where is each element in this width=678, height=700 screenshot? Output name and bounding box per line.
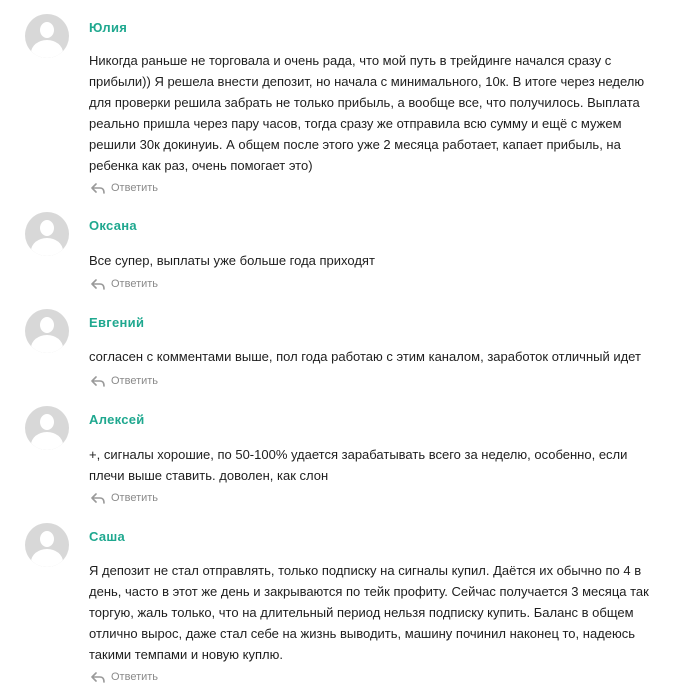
comment xyxy=(0,523,678,700)
reply-label: Ответить xyxy=(111,492,159,504)
comment-text: Я депозит не стал отправлять, только подписку на сигналы купил. Даётся их обычно по 4 в день, часто в этот же день и закрываются по тейк профиту. Сейчас получается 3 месяца так торгую, жаль только, что на длительный период нельзя подписку купить. Баланс в общем отлично вырос, даже стал себе на жизнь выводить, машину починил наконец то, надеюсь такими темпами и новую куплю. xyxy=(89,563,649,662)
reply-arrow-icon xyxy=(91,376,105,387)
avatar xyxy=(25,523,69,567)
reply-arrow-icon xyxy=(91,493,105,504)
comment-author[interactable]: Саша xyxy=(89,529,126,544)
reply-button[interactable] xyxy=(91,491,158,505)
comment xyxy=(0,212,678,297)
comment xyxy=(0,406,678,511)
comment-text: Все супер, выплаты уже больше года приходят xyxy=(89,253,375,268)
comment-text: Никогда раньше не торговала и очень рада, что мой путь в трейдинге начался сразу с прибыли)) Я решела внести депозит, но начала с минимального, 10к. В итоге через неделю для проверки решила забрать не только прибыль, а вообще все, что получилось. Выплата реально пришла через пару часов, тогда сразу же отправила всю сумму и ещё с мужем решили 30к докинуиь. А общем после этого уже 2 месяца работает, капает прибыль, на ребенка как раз, очень помогает это) xyxy=(89,53,645,173)
reply-button[interactable] xyxy=(91,374,158,388)
reply-arrow-icon xyxy=(91,183,105,194)
reply-button[interactable] xyxy=(91,181,158,195)
reply-label: Ответить xyxy=(111,375,159,387)
comment xyxy=(0,309,678,394)
avatar xyxy=(25,406,69,450)
avatar xyxy=(25,309,69,353)
reply-button[interactable] xyxy=(91,670,158,684)
comment xyxy=(0,14,678,199)
reply-arrow-icon xyxy=(91,279,105,290)
reply-label: Ответить xyxy=(111,671,159,683)
comment-author[interactable]: Евгений xyxy=(89,315,145,330)
comment-text: +, сигналы хорошие, по 50-100% удается зарабатывать всего за неделю, особенно, если плечи выше ставить. доволен, как слон xyxy=(89,447,628,483)
reply-label: Ответить xyxy=(111,278,159,290)
avatar xyxy=(25,212,69,256)
reply-label: Ответить xyxy=(111,182,159,194)
comment-author[interactable]: Оксана xyxy=(89,218,137,233)
reply-button[interactable] xyxy=(91,277,158,291)
comment-author[interactable]: Алексей xyxy=(89,412,145,427)
comment-author[interactable]: Юлия xyxy=(89,20,128,35)
avatar xyxy=(25,14,69,58)
reply-arrow-icon xyxy=(91,672,105,683)
comment-text: согласен с комментами выше, пол года работаю с этим каналом, заработок отличный идет xyxy=(89,349,641,364)
